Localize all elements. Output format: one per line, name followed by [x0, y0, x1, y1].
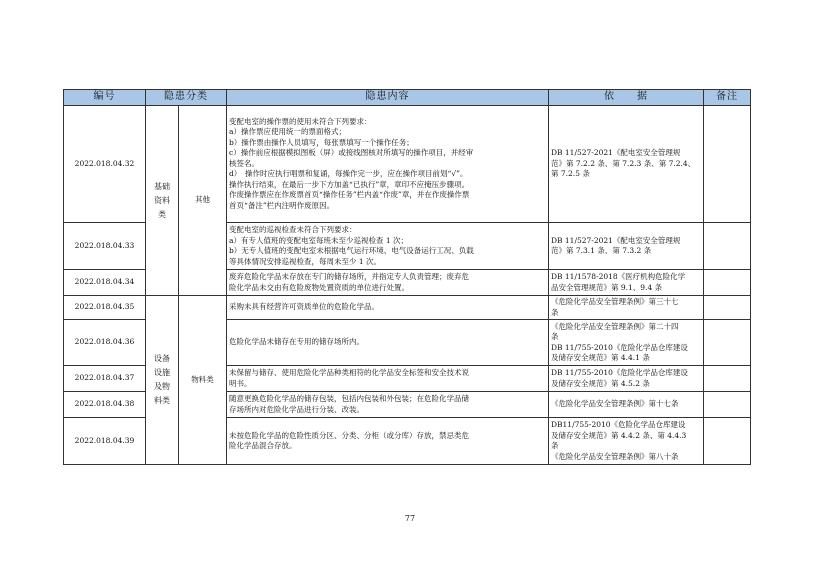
row-code: 2022.018.04.37: [64, 366, 146, 392]
cell-line: 及储存安全规范》第 4.4.2 条、第 4.4.3: [551, 430, 687, 440]
header-remark: 备注: [704, 90, 751, 106]
cell-line: 及储存安全规范》第 4.5.2 条: [551, 378, 650, 388]
row-code: 2022.018.04.35: [64, 296, 146, 320]
cell-line: b）无专人值班的变配电室未根据电气运行环境、电气设备运行工况、负载: [229, 246, 474, 255]
cell-line: 第 7.2.5 条: [551, 169, 590, 179]
row-content: [227, 366, 549, 392]
cell-line: 范》第 7.3.1 条、第 7.3.2 条: [551, 246, 652, 255]
row-code: 2022.018.04.36: [64, 320, 146, 366]
row-basis: [549, 106, 704, 223]
row-code: 2022.018.04.39: [64, 418, 146, 465]
cell-line: DB 11/527-2021《配电室安全管理规: [551, 235, 681, 245]
row-content: [227, 320, 549, 366]
row-remark: [704, 366, 751, 392]
cell-line: 品安全管理规范》第 9.1、9.4 条: [551, 282, 663, 292]
row-content: [227, 296, 549, 320]
row-remark: [704, 223, 751, 270]
category-text: 设备 设施 及物 料类: [154, 354, 170, 405]
cell-line: 未按危险化学品的危险性质分区、分类、分柜（或分库）存放，禁忌类危: [229, 430, 469, 440]
category-main: [146, 296, 179, 465]
cell-line: 险化学品未交由有危险废物处置资质的单位进行处置。: [229, 282, 409, 292]
row-basis: [549, 418, 704, 465]
header-code: 编号: [64, 90, 146, 106]
cell-line: 废弃危险化学品未存放在专门的储存场所，并指定专人负责管理；废弃危: [229, 272, 469, 281]
category-text: 基础 资料 类: [154, 181, 170, 219]
table-row: [64, 296, 751, 320]
row-remark: [704, 296, 751, 320]
cell-line: 变配电室的操作票的使用未符合下列要求：: [229, 116, 372, 126]
row-basis: [549, 392, 704, 418]
cell-line: c）操作前应根据模拟图板（屏）或接线图核对所填写的操作项目，并经审: [229, 148, 474, 158]
cell-line: 《危险化学品安全管理条例》第二十四: [551, 321, 679, 331]
category-sub: 物料类: [179, 296, 227, 465]
cell-line: DB 11/755-2010《危险化学品仓库建设: [551, 342, 688, 352]
row-basis: [549, 366, 704, 392]
row-content: [227, 418, 549, 465]
cell-line: b）操作票由操作人员填写，每张票填写一个操作任务；: [229, 137, 414, 147]
row-code: 2022.018.04.38: [64, 392, 146, 418]
row-basis: [549, 320, 704, 366]
cell-line: 采购未具有经营许可资质单位的危险化学品。: [229, 302, 379, 312]
cell-line: 变配电室的巡视检查未符合下列要求：: [229, 225, 357, 234]
cell-line: 及储存安全规范》第 4.4.1 条: [551, 353, 650, 362]
row-code: 2022.018.04.33: [64, 223, 146, 270]
cell-line: DB11/755-2010《危险化学品仓库建设: [551, 420, 686, 429]
row-remark: [704, 418, 751, 465]
cell-line: DB 11/755-2010《危险化学品仓库建设: [551, 368, 688, 377]
row-code: 2022.018.04.32: [64, 106, 146, 223]
row-remark: [704, 270, 751, 296]
category-main: [146, 106, 179, 296]
row-content: [227, 392, 549, 418]
cell-line: 等具体情况安排巡视检查，每周未至少 1 次。: [229, 256, 382, 266]
row-remark: [704, 106, 751, 223]
row-basis: [549, 270, 704, 296]
cell-line: 操作执行结束，在最后一步下方加盖“已执行”章，章印不应掩压步骤项。: [229, 179, 470, 189]
row-basis: [549, 296, 704, 320]
table-header-row: [64, 90, 751, 106]
header-basis: 依 据: [549, 90, 704, 106]
header-content: 隐患内容: [227, 90, 549, 106]
cell-line: 作废操作票应在作废票首页“操作任务”栏内盖“作废”章，并在作废操作票: [229, 190, 470, 200]
header-category: 隐患分类: [146, 90, 227, 106]
cell-line: 随意更换危险化学品的储存包装，包括内包装和外包装；在危险化学品储: [229, 394, 469, 403]
category-sub: 其他: [179, 106, 227, 296]
cell-line: a）操作票应使用统一的票面格式；: [229, 127, 346, 137]
row-code: 2022.018.04.34: [64, 270, 146, 296]
cell-line: 明书。: [229, 378, 252, 388]
row-remark: [704, 320, 751, 366]
page-number: 77: [404, 514, 416, 523]
table-row: [64, 106, 751, 223]
cell-line: 条: [551, 332, 559, 341]
cell-line: 条: [551, 441, 559, 450]
cell-line: 条: [551, 307, 559, 317]
row-content: [227, 223, 549, 270]
cell-line: d） 操作时应执行唱票和复诵，每操作完一步，应在操作项目前划“√”。: [229, 169, 468, 179]
cell-line: 未保留与储存、使用危险化学品种类相符的化学品安全标签和安全技术说: [229, 368, 469, 377]
cell-line: 《危险化学品安全管理条例》第八十条: [551, 451, 679, 461]
cell-line: DB 11/527-2021《配电室安全管理规: [551, 148, 681, 158]
cell-line: 核签名。: [229, 158, 259, 168]
row-content: [227, 106, 549, 223]
cell-line: 《危险化学品安全管理条例》第十七条: [551, 399, 679, 409]
cell-line: DB 11/1578-2018《医疗机构危险化学: [551, 272, 686, 281]
cell-line: 首页“备注”栏内注明作废原因。: [229, 200, 335, 210]
row-content: [227, 270, 549, 296]
cell-line: 险化学品混合存放。: [229, 441, 297, 450]
cell-line: 存场所内对危险化学品进行分装、改装。: [229, 404, 364, 414]
row-remark: [704, 392, 751, 418]
cell-line: 范》第 7.2.2 条、第 7.2.3 条、第 7.2.4、: [551, 158, 696, 168]
cell-line: a）有专人值班的变配电室每班未至少巡视检查 1 次；: [229, 235, 409, 245]
row-basis: [549, 223, 704, 270]
hazard-table: [63, 89, 751, 465]
cell-line: 《危险化学品安全管理条例》第三十七: [551, 297, 679, 306]
cell-line: 危险化学品未储存在专用的储存场所内。: [229, 337, 364, 347]
